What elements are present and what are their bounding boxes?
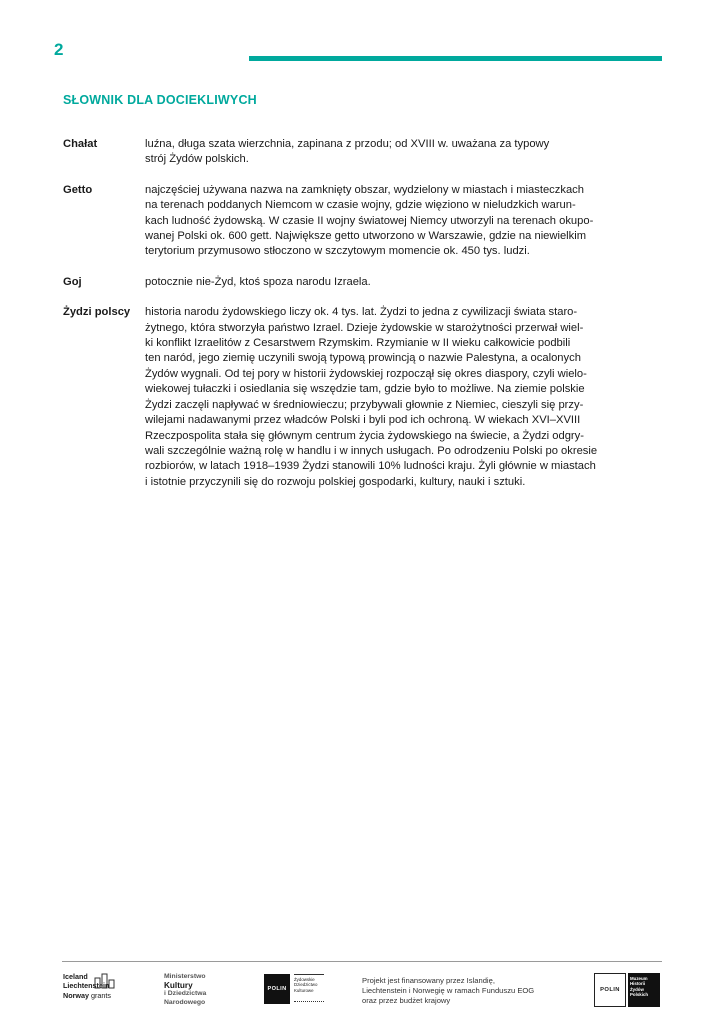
definition-line: luźna, długa szata wierzchnia, zapinana z przodu; od XVIII w. uważana za typowy xyxy=(145,138,550,150)
definition-line: ki konflikt Izraelitów z Cesarstwem Rzymskim. Rzymianie w II wieku całkowicie podbili xyxy=(145,337,571,350)
logo-text: i Dziedzictwa xyxy=(164,990,207,998)
glossary-entry-getto xyxy=(63,183,663,260)
polin-mark: POLIN xyxy=(594,973,626,1007)
logo-text: Liechtenstein xyxy=(63,981,110,991)
definition-line: Żydów wygnali. Od tej pory w historii żydowskiej rozpoczął się okres diaspory, czyli wielo- xyxy=(145,367,587,380)
definition-line: wiekowej tułaczki i osiedlania się wszędzie tam, gdzie było to możliwe. Na ziemie polskie xyxy=(145,383,585,396)
logo-rule xyxy=(294,974,324,975)
glossary-entry-zydzi-polscy xyxy=(63,305,663,490)
logo-text: Historii xyxy=(630,981,646,987)
funding-statement xyxy=(362,976,562,1006)
definition-line: strój Żydów polskich. xyxy=(145,153,249,166)
ministry-logo xyxy=(164,973,244,1007)
logo-text: Muzeum xyxy=(630,976,648,981)
definition xyxy=(145,305,663,490)
term: Żydzi polscy xyxy=(63,306,131,319)
footer-divider xyxy=(62,961,662,962)
eea-grants-emblem-icon xyxy=(94,973,116,989)
logo-text-block xyxy=(628,973,660,1007)
polin-museum-logo xyxy=(594,973,664,1007)
term: Getto xyxy=(63,183,93,196)
definition xyxy=(145,275,663,290)
definition-line: historia narodu żydowskiego liczy ok. 4 tys. lat. Żydzi to jedna z cywilizacji świata staro- xyxy=(145,306,578,319)
definition-line: wilejami nadawanymi przez władców Polski i byli pod ich ochroną. W wiekach XVI–XVIII xyxy=(145,414,581,427)
definition-line: i istotnie przyczynili się do rozwoju polskiej gospodarki, kultury, nauki i sztuki. xyxy=(145,475,526,488)
funding-line: oraz przez budżet krajowy xyxy=(362,996,451,1005)
glossary xyxy=(63,137,663,505)
definition-line: najczęściej używana nazwa na zamknięty obszar, wydzielony w miastach i miasteczkach xyxy=(145,183,584,196)
logo-text: Ministerstwo xyxy=(164,973,206,980)
logo-text: Kultury xyxy=(164,981,193,991)
definition-line: Żydzi zaczęli napływać w średniowieczu; przybywali głownie z Niemiec, cieszyli się przy- xyxy=(145,398,584,411)
term: Goj xyxy=(63,275,82,288)
logo-text: Żydów xyxy=(630,986,644,992)
glossary-entry-goj xyxy=(63,275,663,290)
definition-line: potocznie nie-Żyd, ktoś spoza narodu Izraela. xyxy=(145,275,371,288)
logo-text-row xyxy=(63,991,125,1000)
definition-line: terytorium przymusowo stłoczono w szczytowym momencie ok. 450 tys. ludzi. xyxy=(145,245,530,258)
funding-line: Liechtenstein i Norwegię w ramach Funduszu EOG xyxy=(362,986,535,995)
logo-text: Narodowego xyxy=(164,998,206,1006)
logo-text: Żydowskie xyxy=(294,977,315,982)
glossary-entry-chalat xyxy=(63,137,663,168)
definition xyxy=(145,137,663,168)
logo-text-block xyxy=(294,977,328,993)
funding-line: Projekt jest finansowany przez Islandię, xyxy=(362,976,495,985)
logo-text: grants xyxy=(90,990,111,1000)
logo-text: Dziedzictwo xyxy=(294,982,318,988)
logo-text: Polskich xyxy=(630,992,649,998)
footer xyxy=(0,966,724,1016)
logo-text: Kulturowe xyxy=(294,987,314,993)
definition-line: wanej Polski ok. 600 gett. Największe getto utworzono w Warszawie, gdzie na niewielkim xyxy=(145,230,587,243)
page-number: 2 xyxy=(54,40,64,59)
definition xyxy=(145,183,663,260)
polin-heritage-logo xyxy=(264,974,328,1004)
definition-line: kach ludność żydowską. W czasie II wojny światowej Niemcy utworzyli na terenach okupo- xyxy=(145,214,594,227)
term: Chałat xyxy=(63,138,98,150)
logo-text: Iceland xyxy=(63,972,88,981)
header-accent-bar xyxy=(249,56,662,61)
eea-grants-logo xyxy=(63,972,125,1000)
page-title: SŁOWNIK DLA DOCIEKLIWYCH xyxy=(63,93,257,107)
definition-line: żytnego, która stworzyła państwo Izrael. Dzieje żydowskie w starożytności przerwał wiel- xyxy=(145,321,584,334)
logo-dotted-rule xyxy=(294,1001,324,1002)
polin-mark: POLIN xyxy=(264,974,290,1004)
definition-line: na terenach poddanych Niemcom w czasie wojny, gdzie więziono w nieludzkich warun- xyxy=(145,199,576,212)
definition-line: ten naród, jego ziemię uczynili swoją typową prowincją o nazwie Palestyna, a ocalonych xyxy=(145,352,581,365)
definition-line: Rzeczpospolita stała się głównym centrum życia żydowskiego na świecie, a Żydzi odgry- xyxy=(145,429,584,442)
definition-line: wali szczególnie ważną rolę w handlu i w innych usługach. Po odrodzeniu Polski po okresie xyxy=(145,444,598,457)
definition-line: rozbiorów, w latach 1918–1939 Żydzi stanowili 10% ludności kraju. Żyli głównie w miastach xyxy=(145,460,596,473)
logo-text: Norway xyxy=(63,990,89,1000)
